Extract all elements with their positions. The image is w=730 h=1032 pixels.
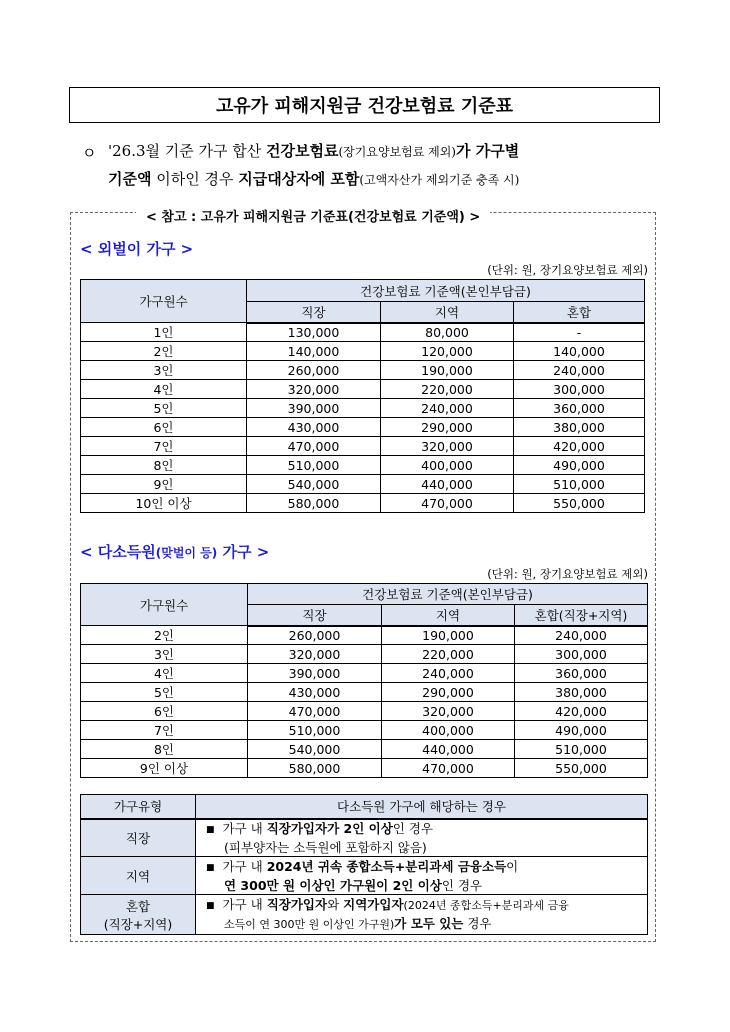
amount-cell: 440,000: [381, 475, 514, 494]
type-region-desc: [196, 857, 648, 895]
intro-bold: 건강보험료: [266, 142, 339, 160]
table-row: [81, 683, 648, 702]
amount-cell: 380,000: [515, 683, 648, 702]
text-bold: 직장가입자가 2인 이상: [266, 820, 393, 836]
household-size-cell: 10인 이상: [81, 494, 247, 513]
multi-unit-note: (단위: 원, 장기요양보험료 제외): [487, 567, 648, 581]
amount-cell: 440,000: [382, 740, 515, 759]
amount-cell: 290,000: [382, 683, 515, 702]
table-row: [81, 702, 648, 721]
single-income-rows: [81, 323, 645, 513]
header-work: 직장: [247, 302, 381, 323]
square-bullet-icon: ■: [206, 901, 215, 911]
table-row: [81, 664, 648, 683]
text-bold: 2024년 귀속 종합소득+분리과세 금융소득: [266, 858, 507, 874]
intro-text: 이하인 경우: [151, 170, 239, 188]
amount-cell: 120,000: [381, 342, 514, 361]
text: 가구 내: [222, 897, 267, 912]
amount-cell: 420,000: [515, 702, 648, 721]
type-work-desc: [196, 819, 648, 857]
amount-cell: 430,000: [248, 683, 382, 702]
table-row: [81, 323, 645, 342]
intro-line-2: [108, 168, 519, 189]
household-size-cell: 8인: [81, 740, 248, 759]
amount-cell: 320,000: [382, 702, 515, 721]
amount-cell: 540,000: [247, 475, 381, 494]
table-row: [81, 645, 648, 664]
header-group: 건강보험료 기준액(본인부담금): [248, 584, 648, 605]
household-size-cell: 9인: [81, 475, 247, 494]
amount-cell: 130,000: [247, 323, 381, 342]
amount-cell: 470,000: [381, 494, 514, 513]
intro-note: (장기요양보험료 제외): [338, 145, 456, 159]
text-bold: 지역가입자: [343, 897, 404, 912]
amount-cell: 420,000: [514, 437, 645, 456]
amount-cell: 430,000: [247, 418, 381, 437]
header-household: 가구원수: [81, 280, 247, 323]
text: 와: [327, 897, 344, 912]
text: 가구 내: [222, 858, 267, 874]
header-case: 다소득원 가구에 해당하는 경우: [196, 795, 648, 819]
header-type: 가구유형: [81, 795, 196, 819]
reference-title: < 참고 : 고유가 피해지원금 기준표(건강보험료 기준액) >: [136, 206, 490, 225]
amount-cell: 470,000: [382, 759, 515, 778]
amount-cell: 300,000: [515, 645, 648, 664]
text-bold: 가 모두 있는: [394, 916, 464, 931]
amount-cell: 240,000: [515, 626, 648, 645]
amount-cell: 390,000: [248, 664, 382, 683]
square-bullet-icon: ■: [206, 862, 215, 873]
table-row: [81, 399, 645, 418]
header-region: 지역: [381, 302, 514, 323]
intro-note: (고액자산가 제외기준 충족 시): [359, 173, 520, 187]
table-row: [81, 759, 648, 778]
amount-cell: 550,000: [515, 759, 648, 778]
type-mixed-label: [81, 895, 196, 935]
household-size-cell: 8인: [81, 456, 247, 475]
amount-cell: 320,000: [248, 645, 382, 664]
amount-cell: 240,000: [382, 664, 515, 683]
type-mixed-label-1: 혼합: [125, 898, 151, 914]
amount-cell: 290,000: [381, 418, 514, 437]
multi-income-table: [80, 583, 648, 778]
text: 인 경우: [441, 877, 483, 893]
household-size-cell: 7인: [81, 437, 247, 456]
type-work-note: (피부양자는 소득원에 포함하지 않음): [224, 839, 427, 855]
header-work: 직장: [248, 605, 382, 626]
amount-cell: 360,000: [515, 664, 648, 683]
household-size-cell: 4인: [81, 380, 247, 399]
table-row: [81, 456, 645, 475]
table-row: [81, 418, 645, 437]
text: 가구 내: [222, 820, 267, 836]
household-size-cell: 9인 이상: [81, 759, 248, 778]
header-mixed: 혼합(직장+지역): [515, 605, 648, 626]
amount-cell: 550,000: [514, 494, 645, 513]
household-size-cell: 3인: [81, 645, 248, 664]
text: 경우: [463, 916, 492, 931]
amount-cell: 380,000: [514, 418, 645, 437]
amount-cell: 320,000: [381, 437, 514, 456]
header-household: 가구원수: [81, 584, 248, 626]
table-row: [81, 437, 645, 456]
type-work-label: 직장: [81, 819, 196, 857]
amount-cell: 490,000: [514, 456, 645, 475]
amount-cell: 510,000: [515, 740, 648, 759]
text-small: 소득이 연 300만 원 이상인 가구원): [224, 918, 395, 931]
amount-cell: 190,000: [381, 361, 514, 380]
amount-cell: 260,000: [247, 361, 381, 380]
amount-cell: 510,000: [247, 456, 381, 475]
amount-cell: 300,000: [514, 380, 645, 399]
household-size-cell: 6인: [81, 702, 248, 721]
type-mixed-desc: [196, 895, 648, 935]
amount-cell: -: [514, 323, 645, 342]
multi-income-rows: [81, 626, 648, 778]
table-row: [81, 626, 648, 645]
amount-cell: 580,000: [247, 494, 381, 513]
amount-cell: 390,000: [247, 399, 381, 418]
household-size-cell: 7인: [81, 721, 248, 740]
household-size-cell: 5인: [81, 683, 248, 702]
amount-cell: 140,000: [514, 342, 645, 361]
amount-cell: 240,000: [381, 399, 514, 418]
household-type-table: [80, 794, 648, 935]
text: 인 경우: [392, 820, 433, 836]
text-bold: 직장가입자: [266, 897, 328, 912]
amount-cell: 540,000: [248, 740, 382, 759]
bullet-marker: ㅇ: [82, 144, 97, 162]
household-size-cell: 5인: [81, 399, 247, 418]
amount-cell: 470,000: [248, 702, 382, 721]
household-size-cell: 3인: [81, 361, 247, 380]
household-size-cell: 1인: [81, 323, 247, 342]
text: 이: [506, 858, 519, 874]
amount-cell: 510,000: [514, 475, 645, 494]
header-group: 건강보험료 기준액(본인부담금): [247, 280, 645, 302]
square-bullet-icon: ■: [206, 824, 215, 835]
multi-title-b: (맞벌이 등): [155, 546, 218, 560]
single-income-table: [80, 279, 645, 513]
household-size-cell: 2인: [81, 342, 247, 361]
household-size-cell: 4인: [81, 664, 248, 683]
page-title: 고유가 피해지원금 건강보험료 기준표: [69, 87, 660, 123]
multi-income-title: [80, 541, 269, 562]
table-row: [81, 361, 645, 380]
type-mixed-label-2: (직장+지역): [103, 916, 173, 932]
amount-cell: 360,000: [514, 399, 645, 418]
table-row: [81, 494, 645, 513]
amount-cell: 260,000: [248, 626, 382, 645]
header-region: 지역: [382, 605, 515, 626]
intro-text: '26.3월 기준 가구 합산: [108, 142, 267, 160]
amount-cell: 580,000: [248, 759, 382, 778]
amount-cell: 220,000: [381, 380, 514, 399]
header-mixed: 혼합: [514, 302, 645, 323]
amount-cell: 140,000: [247, 342, 381, 361]
intro-bold: 가 가구별: [456, 142, 520, 160]
household-size-cell: 6인: [81, 418, 247, 437]
amount-cell: 470,000: [247, 437, 381, 456]
table-row: [81, 740, 648, 759]
multi-title-c: 가구 >: [217, 543, 270, 561]
amount-cell: 320,000: [247, 380, 381, 399]
multi-title-a: < 다소득원: [80, 543, 156, 561]
single-income-title: < 외벌이 가구 >: [80, 240, 194, 258]
intro-bold: 지급대상자에 포함: [238, 170, 360, 188]
intro-bold: 기준액: [108, 170, 152, 188]
single-unit-note: (단위: 원, 장기요양보험료 제외): [487, 263, 648, 277]
text-bold: 연 300만 원 이상인 가구원이 2인 이상: [224, 877, 442, 893]
table-row: [81, 475, 645, 494]
text-small: (2024년 종합소득+분리과세 금융: [403, 899, 569, 912]
household-size-cell: 2인: [81, 626, 248, 645]
amount-cell: 400,000: [381, 456, 514, 475]
amount-cell: 80,000: [381, 323, 514, 342]
amount-cell: 510,000: [248, 721, 382, 740]
amount-cell: 240,000: [514, 361, 645, 380]
amount-cell: 400,000: [382, 721, 515, 740]
amount-cell: 490,000: [515, 721, 648, 740]
type-region-label: 지역: [81, 857, 196, 895]
amount-cell: 220,000: [382, 645, 515, 664]
table-row: [81, 721, 648, 740]
table-row: [81, 380, 645, 399]
table-row: [81, 342, 645, 361]
amount-cell: 190,000: [382, 626, 515, 645]
intro-line-1: [108, 140, 519, 161]
